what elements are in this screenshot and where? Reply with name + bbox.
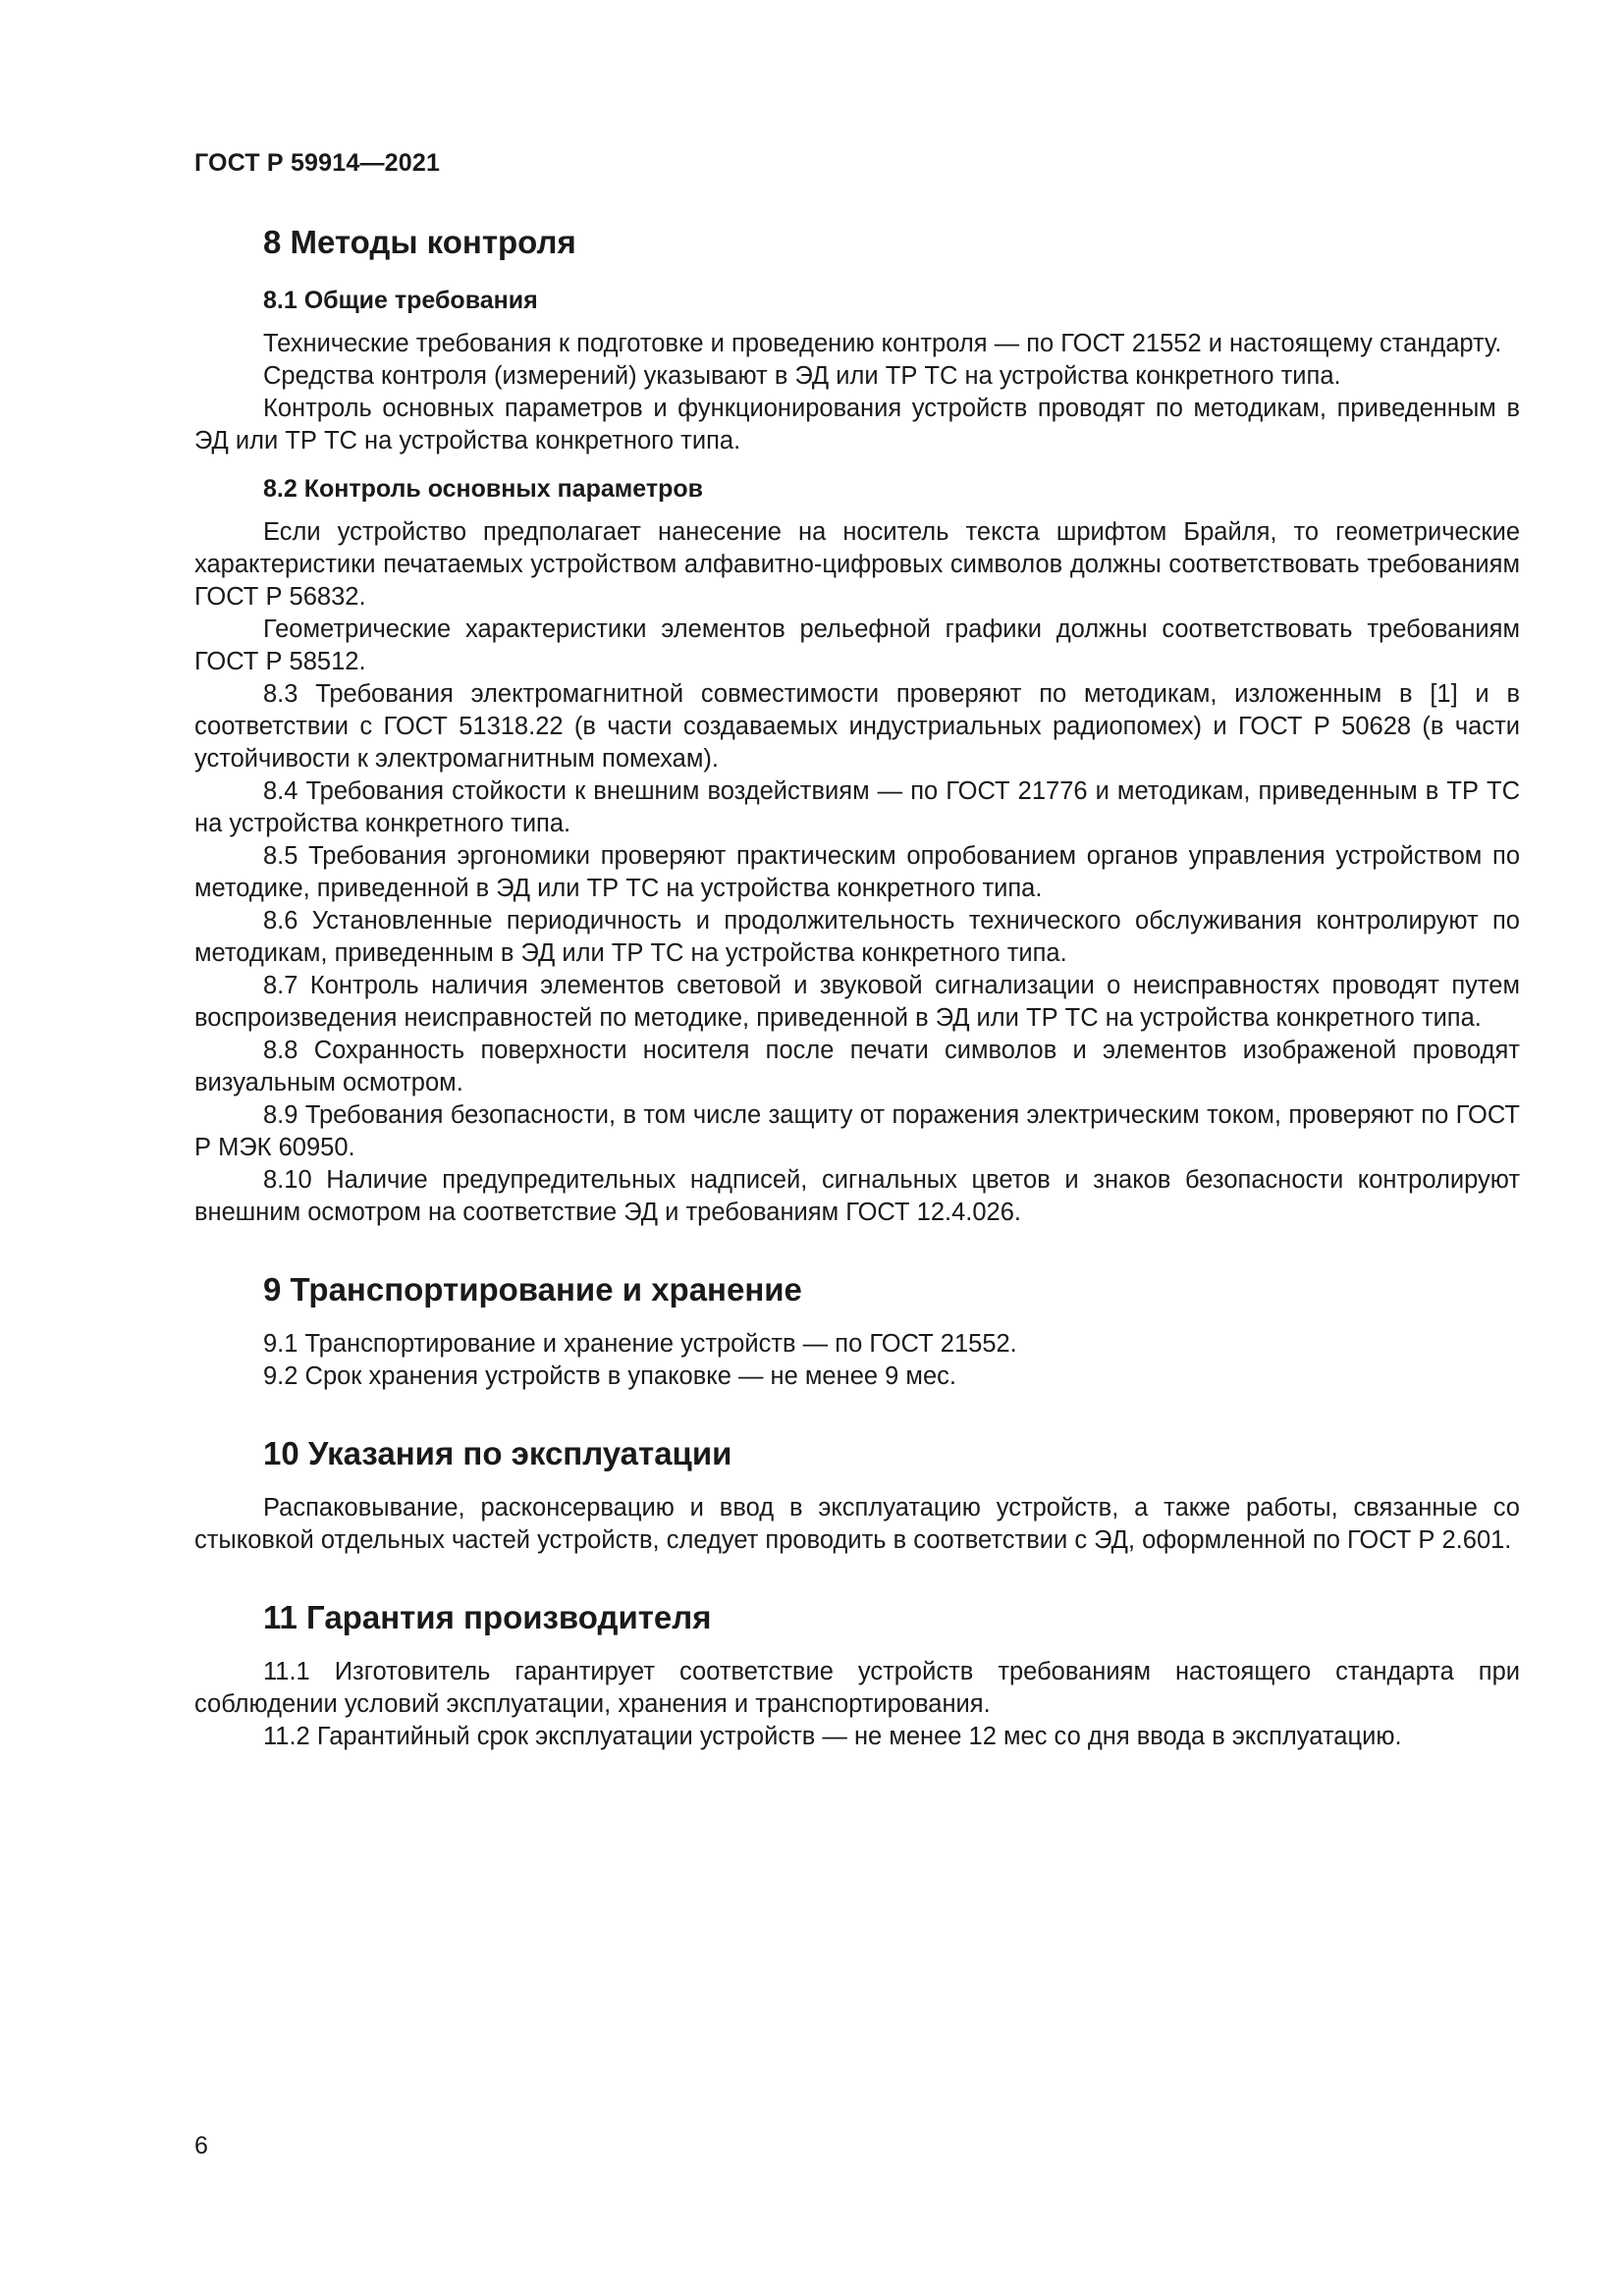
section-11-title: 11 Гарантия производителя [263, 1599, 712, 1635]
paragraph-8-1-2: Средства контроля (измерений) указывают в ЭД или ТР ТС на устройства конкретного типа. [263, 362, 1341, 390]
section-9-title: 9 Транспортирование и хранение [263, 1271, 802, 1308]
paragraph-8-9: 8.9 Требования безопасности, в том числе защиту от поражения электрическим током, проверяют по ГОСТ Р МЭК 60950. [194, 1101, 1520, 1161]
paragraph-8-10: 8.10 Наличие предупредительных надписей, сигнальных цветов и знаков безопасности контролируют внешним осмотром на соответствие ЭД и требованиям ГОСТ 12.4.026. [194, 1166, 1520, 1226]
paragraph-8-2-2: Геометрические характеристики элементов рельефной графики должны соответствовать требованиям ГОСТ Р 58512. [194, 615, 1520, 675]
document-body [194, 218, 1520, 1753]
paragraph-9-1: 9.1 Транспортирование и хранение устройств — по ГОСТ 21552. [263, 1330, 1017, 1358]
section-10-title: 10 Указания по эксплуатации [263, 1435, 732, 1471]
subsection-8-1-title: 8.1 Общие требования [263, 287, 538, 314]
paragraph-9-2: 9.2 Срок хранения устройств в упаковке — не менее 9 мес. [263, 1362, 956, 1390]
paragraph-11-1: 11.1 Изготовитель гарантирует соответствие устройств требованиям настоящего стандарта при соблюдении условий эксплуатации, хранения и транспортирования. [194, 1658, 1520, 1718]
paragraph-8-3: 8.3 Требования электромагнитной совместимости проверяют по методикам, изложенным в [1] и в соответствии с ГОСТ 51318.22 (в части создаваемых индустриальных радиопомех) и ГОСТ Р 50628 (в части устойчивости к электромагнитным помехам). [194, 680, 1520, 773]
paragraph-8-4: 8.4 Требования стойкости к внешним воздействиям — по ГОСТ 21776 и методикам, приведенным в ТР ТС на устройства конкретного типа. [194, 777, 1520, 837]
page-number: 6 [194, 2132, 208, 2160]
paragraph-8-8: 8.8 Сохранность поверхности носителя после печати символов и элементов изображеной проводят визуальным осмотром. [194, 1037, 1520, 1096]
paragraph-11-2: 11.2 Гарантийный срок эксплуатации устройств — не менее 12 мес со дня ввода в эксплуатацию. [263, 1723, 1402, 1750]
document-header: ГОСТ Р 59914—2021 [194, 149, 441, 177]
paragraph-8-6: 8.6 Установленные периодичность и продолжительность технического обслуживания контролируют по методикам, приведенным в ЭД или ТР ТС на устройства конкретного типа. [194, 907, 1520, 967]
subsection-8-2-title: 8.2 Контроль основных параметров [263, 475, 703, 503]
paragraph-8-1-3: Контроль основных параметров и функционирования устройств проводят по методикам, приведенным в ЭД или ТР ТС на устройства конкретного типа. [194, 395, 1520, 454]
paragraph-8-2-1: Если устройство предполагает нанесение на носитель текста шрифтом Брайля, то геометрические характеристики печатаемых устройством алфавитно-цифровых символов должны соответствовать требованиям ГОСТ Р 56832. [194, 518, 1520, 611]
paragraph-8-7: 8.7 Контроль наличия элементов световой и звуковой сигнализации о неисправностях проводят путем воспроизведения неисправностей по методике, приведенной в ЭД или ТР ТС на устройства конкретного типа. [194, 972, 1520, 1032]
paragraph-10-1: Распаковывание, расконсервацию и ввод в эксплуатацию устройств, а также работы, связанные со стыковкой отдельных частей устройств, следует проводить в соответствии с ЭД, оформленной по ГОСТ Р 2.601. [194, 1494, 1520, 1554]
paragraph-8-1-1: Технические требования к подготовке и проведению контроля — по ГОСТ 21552 и настоящему стандарту. [263, 330, 1502, 357]
section-8-title: 8 Методы контроля [263, 224, 576, 260]
paragraph-8-5: 8.5 Требования эргономики проверяют практическим опробованием органов управления устройством по методике, приведенной в ЭД или ТР ТС на устройства конкретного типа. [194, 842, 1520, 902]
